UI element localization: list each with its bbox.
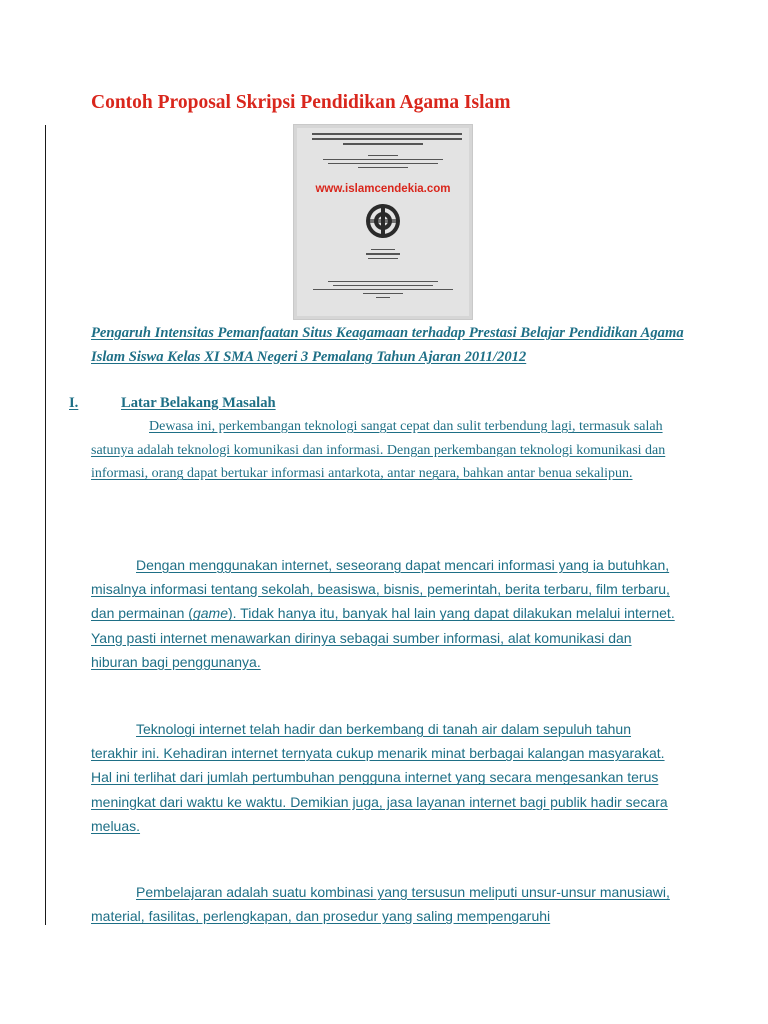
cover-institution-lines <box>312 281 454 301</box>
paragraph-2-text-after: ). Tidak hanya itu, banyak hal lain yang dapat dilakukan melalui internet. Yang pasti internet menawarkan dirinya sebagai sumber informasi, alat komunikasi dan hiburan bagi penggunanya. <box>91 605 675 670</box>
proposal-subtitle <box>91 321 691 369</box>
section-heading <box>69 393 276 413</box>
paragraph-3-text: Teknologi internet telah hadir dan berkembang di tanah air dalam sepuluh tahun terakhir ini. Kehadiran internet ternyata cukup menarik minat berbagai kalangan masyarakat. Hal ini terlihat dari jumlah pertumbuhan pengguna internet yang secara mengesankan terus meningkat dari waktu ke waktu. Demikian juga, jasa layanan internet bagi publik hadir secara meluas. <box>91 721 668 834</box>
proposal-subtitle-text: Pengaruh Intensitas Pemanfaatan Situs Keagamaan terhadap Prestasi Belajar Pendidikan Agama Islam Siswa Kelas XI SMA Negeri 3 Pemalang Tahun Ajaran 2011/2012 <box>91 325 684 365</box>
paragraph-1 <box>91 415 686 486</box>
paragraph-3 <box>91 717 681 838</box>
paragraph-4-text: Pembelajaran adalah suatu kombinasi yang tersusun meliputi unsur-unsur manusiawi, material, fasilitas, perlengkapan, dan prosedur yang saling mempengaruhi <box>91 884 670 925</box>
page-margin-line <box>45 125 46 925</box>
paragraph-2-text-before: Dengan menggunakan internet, seseorang dapat mencari informasi yang ia butuhkan, misalnya informasi tentang sekolah, beasiswa, bisnis, pemerintah, berita terbaru, film terbaru, dan permainan ( <box>91 557 670 622</box>
document-title: Contoh Proposal Skripsi Pendidikan Agama Islam <box>91 92 511 113</box>
section-number: I. <box>69 395 79 411</box>
cover-author-lines <box>312 249 454 262</box>
cover-title-lines <box>312 133 454 148</box>
paragraph-1-text: Dewasa ini, perkembangan teknologi sangat cepat dan sulit terbendung lagi, termasuk salah satunya adalah teknologi komunikasi dan informasi. Dengan perkembangan teknologi komunikasi dan informasi, orang dapat bertukar informasi antarkota, antar negara, bahkan antar benua sekalipun. <box>91 419 666 482</box>
cover-image <box>293 124 473 320</box>
paragraph-2-italic: game <box>192 605 228 622</box>
university-seal-icon <box>364 202 402 240</box>
section-title: Latar Belakang Masalah <box>121 395 276 411</box>
paragraph-2 <box>91 553 681 674</box>
cover-watermark: www.islamcendekia.com <box>315 183 451 195</box>
paragraph-4 <box>91 880 681 928</box>
cover-subtitle-lines <box>312 155 454 171</box>
